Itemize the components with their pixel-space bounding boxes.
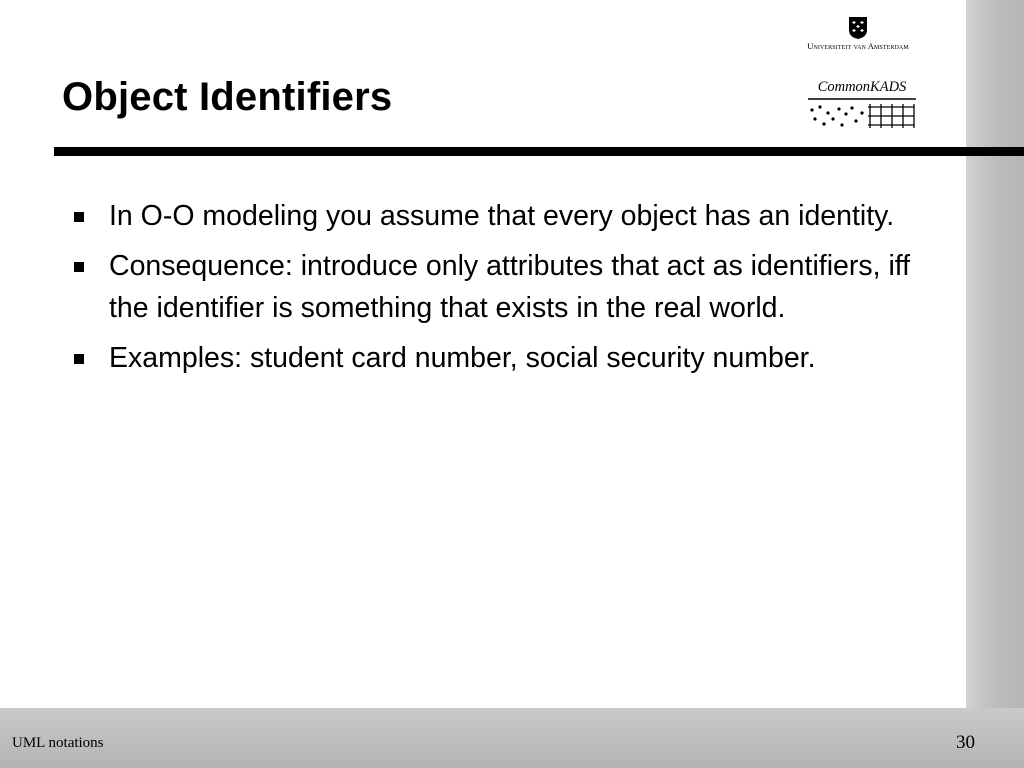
footer-band bbox=[0, 708, 1024, 768]
bullet-list bbox=[74, 195, 914, 387]
university-name: Universiteit van Amsterdam bbox=[807, 41, 909, 51]
bullet-text: Examples: student card number, social security number. bbox=[109, 342, 816, 374]
commonkads-name: CommonKADS bbox=[817, 79, 907, 95]
bullet-text: Consequence: introduce only attributes that act as identifiers, iff the identifier is something that exists in the real world. bbox=[109, 250, 911, 324]
square-bullet-icon bbox=[74, 212, 84, 222]
bullet-item bbox=[74, 245, 914, 329]
slide-title: Object Identifiers bbox=[62, 75, 393, 119]
square-bullet-icon bbox=[74, 262, 84, 272]
bullet-item bbox=[74, 337, 914, 379]
title-divider bbox=[54, 147, 1024, 156]
commonkads-dots-icon bbox=[806, 97, 918, 133]
university-logo bbox=[802, 16, 914, 56]
commonkads-logo bbox=[806, 78, 918, 134]
page-number: 30 bbox=[956, 732, 975, 753]
right-decorative-band bbox=[966, 0, 1024, 768]
uva-seal-icon bbox=[848, 16, 868, 40]
bullet-item bbox=[74, 195, 914, 237]
footer-section-label: UML notations bbox=[12, 735, 104, 751]
square-bullet-icon bbox=[74, 354, 84, 364]
bullet-text: In O-O modeling you assume that every object has an identity. bbox=[109, 200, 895, 232]
